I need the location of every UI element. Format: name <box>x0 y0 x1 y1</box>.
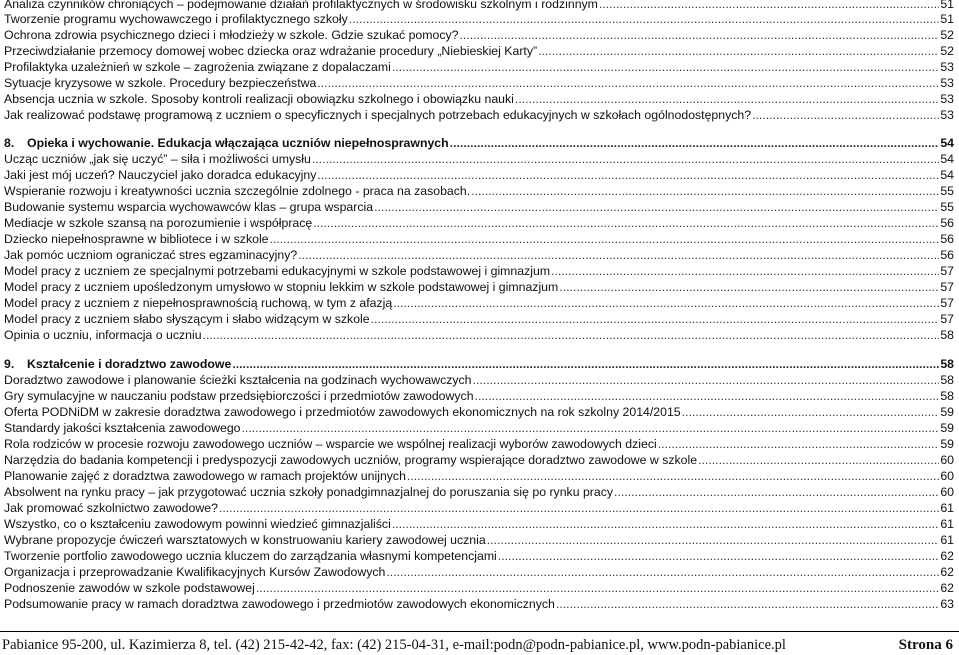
toc-leader <box>317 75 939 91</box>
toc-entry-title: Jak pomóc uczniom ograniczać stres egzaminacyjny? <box>4 248 298 262</box>
toc-entry-page: 62 <box>940 581 954 595</box>
toc-entry-title: Tworzenie programu wychowawczego i profilaktycznego szkoły <box>4 12 348 26</box>
toc-entry-title: Planowanie zajęć z doradztwa zawodowego w ramach projektów unijnych <box>4 469 406 483</box>
toc-leader <box>698 452 939 468</box>
toc-entry-page: 62 <box>940 549 954 563</box>
toc-entry[interactable] <box>4 484 954 500</box>
toc-entry-title: Organizacja i przeprowadzanie Kwalifikacyjnych Kursów Zawodowych <box>4 565 386 579</box>
toc-leader <box>515 91 939 107</box>
toc-leader <box>473 372 940 388</box>
toc-entry[interactable] <box>4 167 954 183</box>
toc-leader <box>242 420 940 436</box>
toc-entry-page: 57 <box>940 264 954 278</box>
toc-entry-page: 54 <box>940 136 954 150</box>
toc-entry-page: 62 <box>940 565 954 579</box>
toc-entry[interactable] <box>4 500 954 516</box>
toc-leader <box>559 279 939 295</box>
toc-entry-page: 61 <box>940 517 954 531</box>
toc-entry-title: Doradztwo zawodowe i planowanie ścieżki kształcenia na godzinach wychowawczych <box>4 373 472 387</box>
toc-entry[interactable] <box>4 231 954 247</box>
toc-section-heading[interactable] <box>4 356 954 372</box>
toc-entry[interactable] <box>4 596 954 612</box>
toc-entry-page: 56 <box>940 248 954 262</box>
toc-entry[interactable] <box>4 295 954 311</box>
toc-entry-title: Standardy jakości kształcenia zawodowego <box>4 421 241 435</box>
toc-entry-title: Analiza czynników chroniących – podejmowanie działań profilaktycznych w środowisku szkolnym i rodzinnym <box>4 0 598 11</box>
toc-entry-title: Podsumowanie pracy w ramach doradztwa zawodowego i przedmiotów zawodowych ekonomicznych <box>4 597 555 611</box>
toc-leader <box>232 356 939 372</box>
toc-entry-page: 57 <box>940 312 954 326</box>
toc-entry[interactable] <box>4 327 954 343</box>
toc-entry[interactable] <box>4 183 954 199</box>
toc-entry-title: Dziecko niepełnosprawne w bibliotece i w szkole <box>4 232 269 246</box>
toc-entry-page: 53 <box>940 76 954 90</box>
toc-entry-page: 58 <box>940 373 954 387</box>
toc-entry-title: Model pracy z uczniem upośledzonym umysłowo w stopniu lekkim w szkole podstawowej i gimnazjum <box>4 280 559 294</box>
toc-entry-title: Tworzenie portfolio zawodowego ucznia kluczem do zarządzania własnymi kompetencjami <box>4 549 497 563</box>
toc-entry[interactable] <box>4 420 954 436</box>
toc-entry-title: Profilaktyka uzależnień w szkole – zagrożenia związane z dopalaczami <box>4 60 391 74</box>
toc-section-number: 8. <box>4 136 15 150</box>
page-number-label: Strona 6 <box>898 637 953 653</box>
toc-entry[interactable] <box>4 107 954 123</box>
toc-entry-title: Jak realizować podstawę programową z uczniem o specyficznych i specjalnych potrzebach edukacyjnych w szkołach ogólnodostępnych? <box>4 108 752 122</box>
toc-leader <box>498 548 940 564</box>
toc-entry-title: Rola rodziców w procesie rozwoju zawodowego uczniów – wsparcie we wspólnej realizacji wyborów zawodowych dzieci <box>4 437 657 451</box>
toc-entry-title: Jak promować szkolnictwo zawodowe? <box>4 501 218 515</box>
toc-entry-page: 60 <box>940 453 954 467</box>
toc-leader <box>256 580 939 596</box>
toc-entry[interactable] <box>4 516 954 532</box>
toc-leader <box>407 468 939 484</box>
toc-entry[interactable] <box>4 91 954 107</box>
toc-leader <box>312 151 939 167</box>
toc-entry-page: 53 <box>940 92 954 106</box>
toc-leader <box>270 231 940 247</box>
toc-entry-title: Wszystko, co o kształceniu zawodowym powinni wiedzieć gimnazjaliści <box>4 517 391 531</box>
toc-leader <box>551 263 939 279</box>
toc-leader <box>392 59 939 75</box>
toc-entry[interactable] <box>4 311 954 327</box>
toc-entry-title: Przeciwdziałanie przemocy domowej wobec dziecka oraz wdrażanie procedury „Niebieskiej Karty” <box>4 44 538 58</box>
toc-entry[interactable] <box>4 11 954 27</box>
toc-entry-page: 59 <box>940 405 954 419</box>
toc-leader <box>475 388 940 404</box>
toc-section-title: Kształcenie i doradztwo zawodowe <box>27 357 232 371</box>
toc-entry-title: Model pracy z uczniem ze specjalnymi potrzebami edukacyjnymi w szkole podstawowej i gimnazjum <box>4 264 551 278</box>
toc-entry-page: 60 <box>940 485 954 499</box>
toc-entry-title: Absencja ucznia w szkole. Sposoby kontroli realizacji obowiązku szkolnego i obowiązku nauki <box>4 92 514 106</box>
toc-entry-page: 53 <box>940 60 954 74</box>
toc-entry[interactable] <box>4 59 954 75</box>
toc-entry-title: Jaki jest mój uczeń? Nauczyciel jako doradca edukacyjny <box>4 168 317 182</box>
toc-entry-page: 59 <box>940 437 954 451</box>
toc-entry-page: 60 <box>940 469 954 483</box>
toc-entry[interactable] <box>4 436 954 452</box>
toc-leader <box>538 43 939 59</box>
toc-entry[interactable] <box>4 279 954 295</box>
toc-entry[interactable] <box>4 247 954 263</box>
toc-leader <box>219 500 939 516</box>
toc-section-number: 9. <box>4 357 15 371</box>
toc-entry[interactable] <box>4 468 954 484</box>
toc-entry-title: Model pracy z uczniem z niepełnosprawnością ruchową, w tym z afazją <box>4 296 393 310</box>
footer-address: Pabianice 95-200, ul. Kazimierza 8, tel. (42) 215-42-42, fax: (42) 215-04-31, e-mail:podn@podn-pabianice.pl, www.podn-pabianice.pl <box>2 637 786 653</box>
toc-entry-title: Podnoszenie zawodów w szkole podstawowej <box>4 581 255 595</box>
toc-entry-title: Wybrane propozycje ćwiczeń warsztatowych w konstruowaniu kariery zawodowej ucznia <box>4 533 486 547</box>
toc-entry-page: 53 <box>940 108 954 122</box>
page-footer <box>0 636 959 655</box>
toc-leader <box>460 27 940 43</box>
toc-entry[interactable] <box>4 580 954 596</box>
toc-leader <box>313 215 939 231</box>
toc-entry-title: Opinia o uczniu, informacja o uczniu <box>4 328 202 342</box>
toc-leader <box>392 516 940 532</box>
toc-entry-title: Ucząc uczniów „jak się uczyć” – siła i możliwości umysłu <box>4 152 311 166</box>
toc-entry-page: 51 <box>940 12 954 26</box>
toc-entry-title: Absolwent na rynku pracy – jak przygotować ucznia szkoły ponadgimnazjalnej do poruszania się po rynku pracy <box>4 485 614 499</box>
toc-entry-page: 58 <box>940 328 954 342</box>
toc-leader <box>317 167 939 183</box>
toc-entry[interactable] <box>4 404 954 420</box>
toc-entry-page: 63 <box>940 597 954 611</box>
toc-entry-title: Gry symulacyjne w nauczaniu podstaw przedsiębiorczości i przedmiotów zawodowych <box>4 389 474 403</box>
toc-entry-page: 61 <box>940 501 954 515</box>
toc-entry-title: Budowanie systemu wsparcia wychowawców klas – grupa wsparcia <box>4 200 374 214</box>
toc-leader <box>752 107 939 123</box>
toc-entry-title: Sytuacje kryzysowe w szkole. Procedury bezpieczeństwa <box>4 76 317 90</box>
toc-entry-page: 57 <box>940 296 954 310</box>
toc-entry[interactable] <box>4 564 954 580</box>
toc-leader <box>349 11 940 27</box>
toc-section-title: Opieka i wychowanie. Edukacja włączająca uczniów niepełnosprawnych <box>27 136 449 150</box>
toc-entry-page: 55 <box>940 184 954 198</box>
toc-entry[interactable] <box>4 27 954 43</box>
toc-entry-title: Narzędzia do badania kompetencji i predyspozycji zawodowych uczniów, programy wspierające doradztwo zawodowe w szkole <box>4 453 698 467</box>
toc-leader <box>386 564 939 580</box>
toc-entry[interactable] <box>4 388 954 404</box>
toc-leader <box>203 327 940 343</box>
toc-entry[interactable] <box>4 452 954 468</box>
toc-leader <box>614 484 939 500</box>
toc-entry-title: Mediacje w szkole szansą na porozumienie i współpracę <box>4 216 313 230</box>
toc-entry-page: 51 <box>940 0 954 11</box>
toc-entry-page: 54 <box>940 152 954 166</box>
toc-entry-page: 61 <box>940 533 954 547</box>
toc-entry-page: 55 <box>940 200 954 214</box>
toc-leader <box>450 135 940 151</box>
toc-entry-page: 56 <box>940 216 954 230</box>
toc-entry[interactable] <box>4 215 954 231</box>
toc-leader <box>556 596 939 612</box>
toc-leader <box>393 295 939 311</box>
toc-entry-page: 57 <box>940 280 954 294</box>
toc-entry-title: Oferta PODNiDM w zakresie doradztwa zawodowego i przedmiotów zawodowych ekonomicznych na rok szkolny 2014/2015 <box>4 405 681 419</box>
toc-leader <box>658 436 940 452</box>
toc-entry-page: 56 <box>940 232 954 246</box>
toc-entry[interactable] <box>4 43 954 59</box>
toc-entry[interactable] <box>4 75 954 91</box>
toc-entry-title: Wspieranie rozwoju i kreatywności ucznia szczególnie zdolnego - praca na zasobach. <box>4 184 471 198</box>
toc-section-heading[interactable] <box>4 135 954 151</box>
toc-leader <box>471 183 939 199</box>
toc-entry-page: 58 <box>940 357 954 371</box>
toc-entry[interactable] <box>4 151 954 167</box>
toc-leader <box>374 199 939 215</box>
toc-entry-page: 52 <box>940 44 954 58</box>
toc-entry-page: 54 <box>940 168 954 182</box>
toc-entry-page: 59 <box>940 421 954 435</box>
toc-entry-page: 52 <box>940 28 954 42</box>
toc-leader <box>371 311 940 327</box>
toc-entry-title: Model pracy z uczniem słabo słyszącym i słabo widzącym w szkole <box>4 312 370 326</box>
toc-entry[interactable] <box>4 372 954 388</box>
toc-entry[interactable] <box>4 199 954 215</box>
footer-divider <box>0 631 959 632</box>
toc-entry[interactable] <box>4 548 954 564</box>
toc-entry[interactable] <box>4 263 954 279</box>
toc-entry-page: 58 <box>940 389 954 403</box>
toc-leader <box>298 247 939 263</box>
toc-entry[interactable] <box>4 532 954 548</box>
toc-leader <box>487 532 940 548</box>
toc-leader <box>682 404 940 420</box>
toc-entry-title: Ochrona zdrowia psychicznego dzieci i młodzieży w szkole. Gdzie szukać pomocy? <box>4 28 459 42</box>
